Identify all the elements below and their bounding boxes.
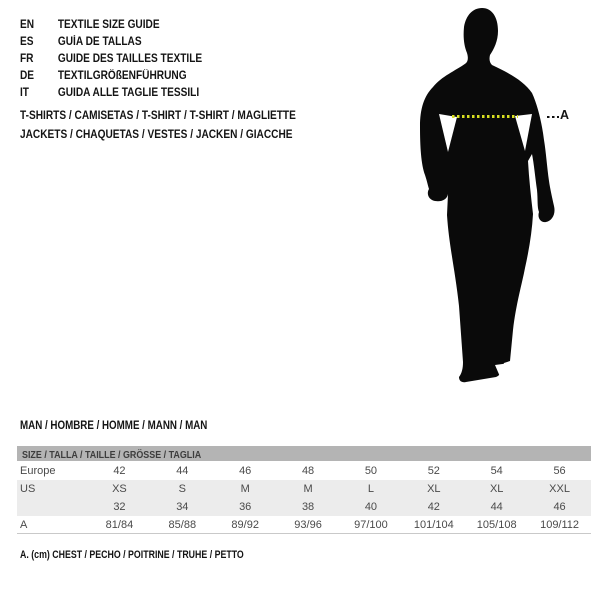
man-silhouette (406, 4, 566, 396)
table-cell: 42 (113, 465, 126, 477)
table-cell: 93/96 (294, 518, 322, 531)
table-row-chest-a (17, 516, 591, 534)
category-line-jackets: JACKETS / CHAQUETAS / VESTES / JACKEN / GIACCHE (20, 128, 293, 141)
table-cell: 85/88 (168, 518, 197, 531)
table-cell: 89/92 (231, 518, 259, 531)
table-row-us-numeric (17, 498, 591, 516)
language-row (20, 68, 202, 85)
language-code: FR (20, 52, 34, 65)
row-label: Europe (20, 465, 56, 477)
table-cell: 42 (427, 501, 440, 513)
language-row (20, 85, 202, 102)
table-cell: XL (427, 483, 441, 495)
row-label: US (20, 483, 36, 495)
table-cell: 46 (239, 465, 252, 477)
table-cell: 48 (301, 465, 315, 477)
row-label: A (20, 518, 28, 531)
size-table (17, 446, 591, 534)
table-cell: 38 (301, 501, 315, 513)
size-table-header (17, 446, 591, 461)
table-cell: M (240, 483, 250, 495)
table-cell: 36 (239, 501, 252, 513)
table-cell: 101/104 (413, 518, 454, 531)
table-cell: 105/108 (476, 518, 517, 531)
table-cell: XL (489, 483, 504, 495)
measure-label-a: A (560, 108, 570, 122)
table-cell: L (367, 483, 374, 495)
table-cell: 46 (553, 501, 566, 513)
man-silhouette-shape (420, 8, 555, 382)
section-title-man: MAN / HOMBRE / HOMME / MANN / MAN (20, 420, 208, 432)
language-row (20, 33, 202, 50)
table-cell: 109/112 (540, 518, 580, 531)
language-label: GUÍA DE TALLAS (57, 35, 142, 48)
table-cell: 56 (553, 465, 566, 477)
language-list (20, 16, 227, 102)
category-lines (20, 107, 333, 144)
table-cell: XS (112, 483, 127, 495)
table-cell: 52 (427, 465, 440, 477)
chest-measure-line (452, 115, 518, 118)
language-code: DE (20, 70, 35, 83)
man-silhouette-svg (406, 4, 566, 396)
measure-leader-dashes (547, 116, 559, 118)
language-row (20, 16, 202, 33)
category-line-tshirts: T-SHIRTS / CAMISETAS / T-SHIRT / T-SHIRT / MAGLIETTE (20, 110, 296, 122)
table-cell: S (178, 483, 186, 495)
table-cell: 32 (113, 501, 126, 513)
language-row (20, 50, 202, 67)
table-cell: M (303, 483, 313, 495)
chest-footnote: A. (cm) CHEST / PECHO / POITRINE / TRUHE / PETTO (20, 549, 244, 561)
language-code: IT (20, 87, 30, 100)
language-label: TEXTILE SIZE GUIDE (57, 18, 160, 31)
table-cell: XXL (549, 483, 570, 495)
language-code: ES (20, 35, 34, 48)
table-cell: 40 (364, 501, 378, 513)
language-code: EN (20, 18, 35, 31)
table-cell: 97/100 (354, 518, 388, 531)
size-table-header-label: SIZE / TALLA / TAILLE / GRÖSSE / TAGLIA (22, 449, 202, 461)
language-label: GUIDA ALLE TAGLIE TESSILI (57, 87, 200, 100)
table-row-europe (17, 462, 591, 480)
table-row-us (17, 480, 591, 498)
language-label: TEXTILGRÖßENFÜHRUNG (57, 70, 187, 83)
table-cell: 44 (490, 501, 503, 513)
table-cell: 34 (176, 501, 189, 513)
table-cell: 54 (490, 465, 503, 477)
language-label: GUIDE DES TAILLES TEXTILE (57, 52, 203, 65)
table-cell: 44 (176, 465, 189, 477)
table-cell: 50 (364, 465, 378, 477)
table-cell: 81/84 (105, 518, 134, 531)
